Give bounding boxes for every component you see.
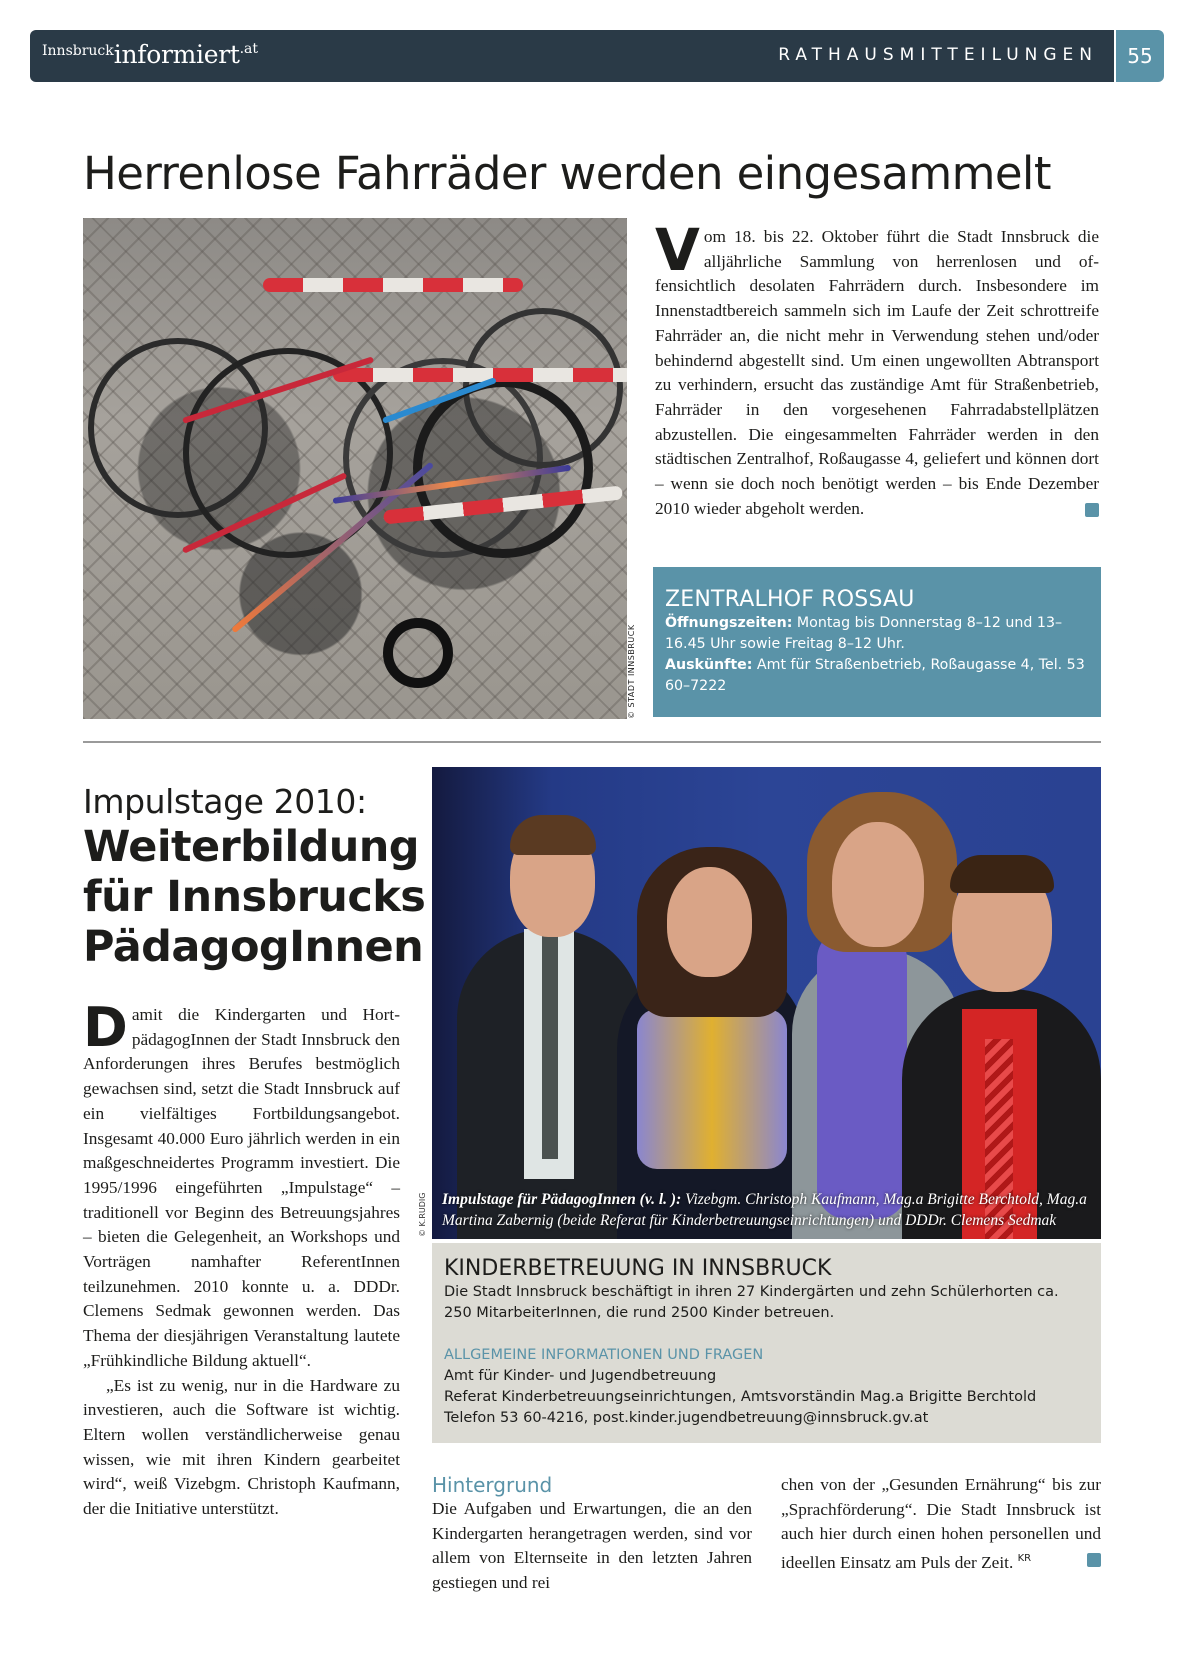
infobox-hours [665, 613, 1089, 655]
background-col2 [781, 1473, 1101, 1576]
background-heading: Hintergrund [432, 1473, 553, 1497]
author-initials: KR [1017, 1553, 1032, 1565]
bicycles-photo [83, 218, 627, 719]
infobox-contact-line: Telefon 53 60-4216, post.kinder.jugendbetreuung@innsbruck.gv.at [444, 1410, 929, 1426]
infobox-line: Amt für Kinder- und Jugendbetreuung [444, 1368, 717, 1384]
dropcap: D [83, 996, 128, 1059]
end-mark-icon [1085, 503, 1099, 517]
infobox-heading: KINDERBETREUUNG IN INNSBRUCK [444, 1256, 832, 1281]
title-line: für Innsbrucks [83, 872, 426, 922]
kinderbetreuung-infobox [432, 1243, 1101, 1443]
section-title: RATHAUSMITTEILUNGEN [778, 45, 1098, 65]
caption-lead: Impulstage für PädagogInnen (v. l. ): [442, 1191, 682, 1208]
title-line: PädagogInnen [83, 922, 424, 972]
article1-title: Herrenlose Fahrräder werden eingesammelt [83, 147, 1051, 200]
masthead-logo [42, 40, 258, 69]
photo-credit: © K.RUDIG [418, 1192, 427, 1237]
zentralhof-infobox [653, 567, 1101, 717]
title-line: Weiterbildung [83, 822, 419, 872]
article2-kicker: Impulstage 2010: [83, 782, 367, 821]
infobox-line: Referat Kinderbetreuungseinrichtungen, Amtsvorständin Mag.a Brigitte Berchtold [444, 1389, 1037, 1405]
masthead-bar [30, 30, 1114, 82]
background-col2-text: chen von der „Gesunden Ernährung“ bis zur „Sprachförderung“. Die Stadt Innsbruck ist auch hier durch einen hohen personellen und ideellen Einsatz am Puls der Zeit. [781, 1475, 1101, 1573]
infobox-heading: ZENTRALHOF ROSSAU [665, 587, 915, 612]
background-col1: Die Aufgaben und Erwartungen, die an den Kindergarten herangetragen werden, sind vor allem von Elternseite in den letzten Jahren gestiegen und rei [432, 1499, 752, 1593]
article1-body [655, 216, 1099, 521]
article2-title [83, 822, 425, 972]
end-mark-icon [1087, 1553, 1101, 1567]
article2-body [83, 996, 400, 1522]
paragraph [83, 996, 400, 1374]
hours-label: Öffnungszeiten: [665, 615, 793, 631]
logo-suffix: .at [239, 41, 259, 57]
logo-main: informiert [113, 40, 240, 69]
logo-prefix: Innsbruck [42, 43, 114, 59]
info-label: Auskünfte: [665, 657, 753, 673]
photo-credit: © STADT INNSBRUCK [627, 624, 636, 719]
info-text: Amt für Straßenbetrieb, Roßaugasse 4, Tel. 53 60–7222 [665, 657, 1085, 694]
paragraph: „Es ist zu wenig, nur in die Hardware zu investieren, auch die Software ist wichtig. Eltern wollen verständlicherweise genau wissen, wie mit ihren Kindern gearbeitet wird“, weiß Vizebgm. Christoph Kaufmann, der die Initiative unterstützt. [83, 1375, 400, 1519]
dropcap: V [655, 216, 700, 284]
group-photo [432, 767, 1101, 1239]
article1-body-text: om 18. bis 22. Oktober führt die Stadt Innsbruck die alljährliche Sammlung von herrenlosen und offensichtlich desolaten Fahrrädern durch. Insbesondere im Innenstadtbereich sammeln sich im Laufe der Zeit schrottreife Fahrräder an, die nicht mehr in Verwendung stehen und/oder behindernd abgestellt sind. Um einen ungewollten Abtransport zu verhindern, ersucht das zuständige Amt für Straßenbetrieb, Fahrräder in den vorgesehenen Fahrradabstellplätzen abzustellen. Die eingesammelten Fahrräder werden in den städtischen Zentralhof, Roßaugasse 4, geliefert und können dort – wenn sie doch noch benötigt werden – bis Ende Dezember 2010 wieder abgeholt werden. [655, 227, 1099, 518]
photo-caption [442, 1189, 1091, 1231]
page-number: 55 [1116, 30, 1164, 82]
infobox-text: Die Stadt Innsbruck beschäftigt in ihren 27 Kindergärten und zehn Schülerhorten ca. 250 MitarbeiterInnen, die rund 2500 Kinder betreuen. [444, 1284, 1059, 1321]
hours-text: Montag bis Donnerstag 8–12 und 13–16.45 Uhr sowie Freitag 8–12 Uhr. [665, 615, 1063, 652]
infobox-contact [665, 655, 1089, 697]
paragraph-text: amit die Kindergarten und HortpädagogInnen der Stadt Innsbruck den Anforderungen ihres Berufes bestmöglich gewachsen sind, setzt die Stadt Innsbruck auf ein vielfältiges Fortbildungsangebot. Insgesamt 40.000 Euro jährlich werden in ein maßgeschneidertes Programm investiert. Die 1995/1996 eingeführten „Impulstage“ – traditionell vor Beginn des Betreuungsjahres – bieten die Gelegenheit, an Workshops und Vorträgen namhafter ReferentInnen teilzunehmen. 2010 konnte u. a. DDDr. Clemens Sedmak gewonnen werden. Das Thema der diesjährigen Veranstaltung lautete „Frühkindliche Bildung aktuell“. [83, 1005, 400, 1370]
infobox-subheading: ALLGEMEINE INFORMATIONEN UND FRAGEN [444, 1347, 764, 1363]
caption-text: Vizebgm. Christoph Kaufmann, Mag.a Brigitte Berchtold, Mag.a Martina Zabernig (beide Referat für Kinderbetreuungseinrichtungen) und DDDr. Clemens Sedmak [442, 1191, 1087, 1229]
section-divider [83, 741, 1101, 743]
